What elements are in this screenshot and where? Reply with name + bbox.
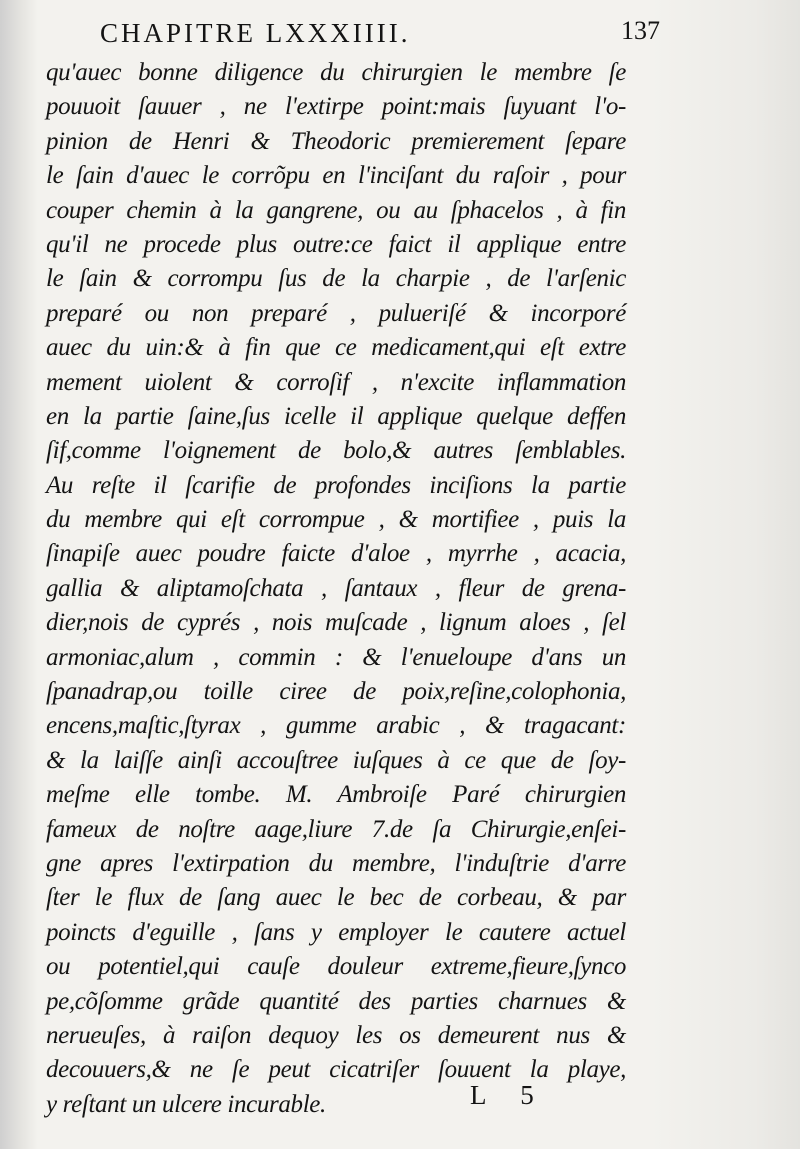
text-line: couper chemin à la gangrene, ou au ſphacelos , à fin [46, 196, 626, 224]
text-line: pinion de Henri & Theodoric premierement ſepare [46, 127, 626, 155]
text-line: gne apres l'extirpation du membre, l'induſtrie d'arre [46, 849, 626, 877]
text-line: le ſain & corrompu ſus de la charpie , de l'arſenic [46, 265, 626, 293]
body-text [46, 56, 626, 1122]
running-head: CHAPITRE LXXXIIII. [100, 18, 411, 48]
text-line: decouuers,& ne ſe peut cicatriſer ſouuent la playe, [46, 1056, 626, 1084]
text-line: qu'auec bonne diligence du chirurgien le membre ſe [46, 59, 626, 86]
text-line: ſif,comme l'oignement de bolo,& autres ſemblables. [46, 437, 626, 465]
text-line: ou potentiel,qui cauſe douleur extreme,fieure,ſynco [46, 953, 626, 981]
right-margin [650, 0, 800, 1149]
text-line: ſpanadrap,ou toille ciree de poix,reſine,colophonia, [46, 678, 626, 706]
text-line: gallia & aliptamoſchata , ſantaux , fleur de grena- [46, 574, 626, 602]
text-line: qu'il ne procede plus outre:ce faict il applique entre [46, 230, 626, 258]
page-gutter [0, 0, 38, 1149]
text-line: en la partie ſaine,ſus icelle il applique quelque deffen [46, 402, 626, 430]
signature-mark: L 5 [470, 1080, 548, 1110]
text-line: mement uiolent & corroſif , n'excite inflammation [46, 368, 626, 396]
text-line: fameux de noſtre aage,liure 7.de ſa Chirurgie,enſei- [46, 815, 626, 843]
page-number: 137 [621, 16, 660, 45]
text-line: dier,nois de cyprés , nois muſcade , lignum aloes , ſel [46, 609, 626, 637]
text-line: pouuoit ſauuer , ne l'extirpe point:mais ſuyuant l'o- [46, 93, 626, 121]
text-line: preparé ou non preparé , pulueriſé & incorporé [46, 299, 626, 327]
page-header [100, 14, 660, 54]
text-line: encens,maſtic,ſtyrax , gumme arabic , & tragacant: [46, 712, 626, 740]
text-line: & la laiſſe ainſi accouſtree iuſques à ce que de ſoy- [46, 746, 626, 774]
text-line: auec du uin:& à fin que ce medicament,qui eſt extre [46, 334, 626, 362]
text-line: ſter le flux de ſang auec le bec de corbeau, & par [46, 884, 626, 912]
text-line: y reſtant un ulcere incurable. [46, 1090, 326, 1118]
text-line: pe,cõſomme grãde quantité des parties charnues & [46, 987, 626, 1015]
text-line: armoniac,alum , commin : & l'enueloupe d'ans un [46, 643, 626, 671]
text-line: meſme elle tombe. M. Ambroiſe Paré chirurgien [46, 781, 626, 809]
text-line: nerueuſes, à raiſon dequoy les os demeurent nus & [46, 1021, 626, 1049]
text-line: du membre qui eſt corrompue , & mortifiee , puis la [46, 506, 626, 534]
text-line: ſinapiſe auec poudre faicte d'aloe , myrrhe , acacia, [46, 540, 626, 568]
text-line: le ſain d'auec le corrõpu en l'inciſant du raſoir , pour [46, 162, 626, 190]
text-line: poincts d'eguille , ſans y employer le cautere actuel [46, 918, 626, 946]
text-line: Au reſte il ſcarifie de profondes inciſions la partie [46, 471, 626, 499]
